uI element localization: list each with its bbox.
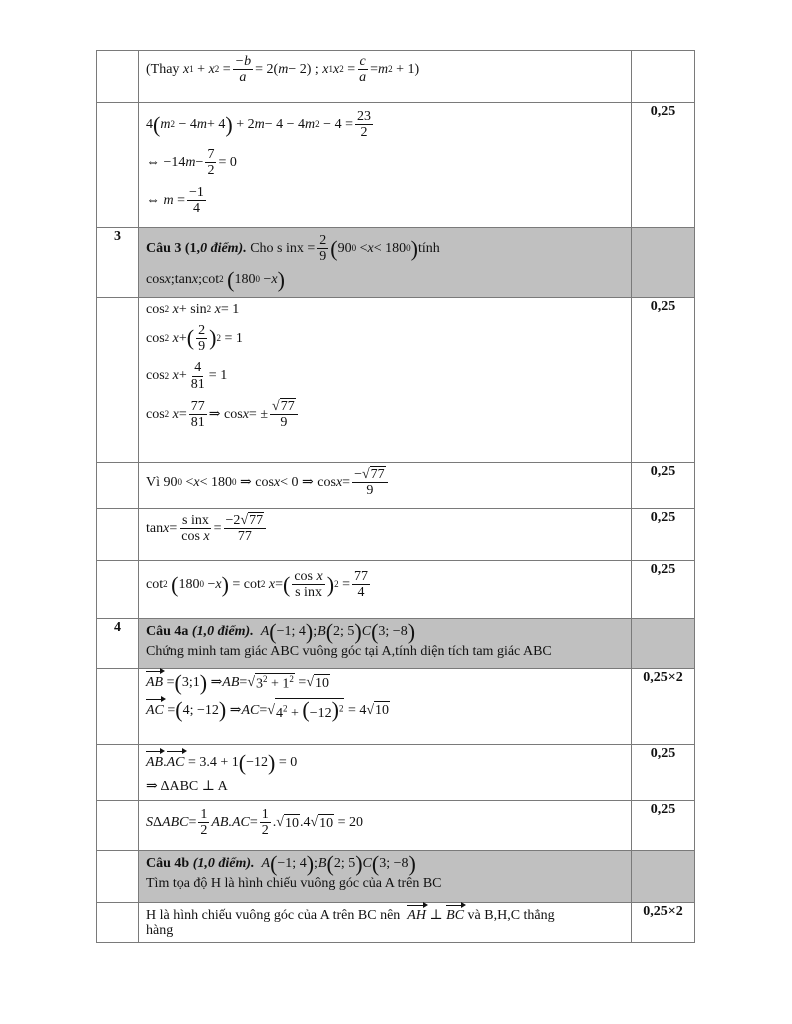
- cot-step: cot 2 ( 180 0 − x ) = cot 2 x = ( cos x s inx ) 2 = 77 4: [146, 569, 368, 601]
- table-row: [97, 903, 695, 943]
- cos-sign-step: Vì 90 0 < x < 180 0 ⇒ cos x < 0 ⇒ cos x = −√77 9: [139, 463, 631, 502]
- vector-lengths: AB = ( 3;1 ) ⇒ AB = √ $3^2 + 1^2$ = √ 10 AC = ( 4; −12 ) ⇒ AC = √ $4^2 + (-12)^2$ = 4 √ 10: [146, 670, 390, 723]
- table-row: [97, 619, 695, 669]
- table-row: [97, 851, 695, 903]
- question-4a-title: Câu 4a (1,0 điểm). A ( −1; 4 ) ; B ( 2; 5 ) C ( 3; −8 ) Chứng minh tam giác ABC vuông góc tại A,tính diện tích tam giác ABC: [139, 619, 631, 664]
- answer-table: [96, 50, 695, 943]
- table-row: [97, 669, 695, 745]
- score-cell: 0,25: [632, 801, 695, 851]
- question-3-title: Câu 3 (1, 0 điểm). Cho s inx = 2 9 ( 90 0 < x < 180 0 ) tính cos x ;tan x ;cot 2 ( 180 0 − x ): [146, 233, 440, 292]
- table-row: [97, 51, 695, 103]
- score-cell: 0,25: [632, 509, 695, 561]
- question-number: 4: [97, 619, 139, 669]
- score-cell: 0,25: [632, 561, 695, 619]
- question-4b-task: Tìm tọa độ H là hình chiếu vuông góc của A trên BC: [146, 876, 442, 891]
- vieta-note: (Thay x 1 + x 2 = −b a = 2( m − 2) ; x 1 x 2 = c a = m 2 + 1): [146, 54, 420, 86]
- question-4a-task: Chứng minh tam giác ABC vuông góc tại A,tính diện tích tam giác ABC: [146, 644, 552, 659]
- table-row: [97, 463, 695, 509]
- table-row: [97, 745, 695, 801]
- dot-product-step: AB . AC = 3.4 + 1 ( −12 ) = 0 ⇒ ΔABC ⊥ A: [146, 750, 298, 794]
- table-row: [97, 103, 695, 228]
- score-cell: 0,25×2: [632, 903, 695, 943]
- tan-step: tan x = s inx cos x = −2√77 77: [139, 509, 631, 548]
- score-cell: 0,25: [632, 103, 695, 228]
- equation-block: 4 ( m 2 − 4 m + 4 ) + 2 m − 4 − 4 m 2 − 4 = 23 2 ⇔ −14 m − 7 2 = 0 ⇔ m = −1 4: [146, 109, 371, 216]
- question-4b-title: Câu 4b (1,0 điểm). A ( −1; 4 ) ; B ( 2; 5 ) C ( 3; −8 ) Tìm tọa độ H là hình chiếu vuông góc của A trên BC: [139, 851, 631, 896]
- table-row: [97, 298, 695, 463]
- projection-condition: H là hình chiếu vuông góc của A trên BC nên AH ⊥ BC và B,H,C thẳng hàng: [146, 908, 555, 939]
- area-step: S Δ ABC = 1 2 AB.AC = 1 2 . √ 10 .4 √ 10 = 20: [146, 807, 364, 839]
- trig-identity-steps: cos 2 x + sin 2 x = 1 cos 2 x + ( 2 9 ) 2 = 1 cos 2 x + 4 81 = 1 cos 2 x = 77 81 ⇒ cos x = ± √77 9: [139, 298, 631, 434]
- question-number: 3: [97, 228, 139, 298]
- table-row: [97, 561, 695, 619]
- score-cell: 0,25×2: [632, 669, 695, 745]
- score-cell: 0,25: [632, 298, 695, 463]
- score-cell: 0,25: [632, 745, 695, 801]
- table-row: [97, 801, 695, 851]
- table-row: [97, 228, 695, 298]
- table-row: [97, 509, 695, 561]
- score-cell: 0,25: [632, 463, 695, 509]
